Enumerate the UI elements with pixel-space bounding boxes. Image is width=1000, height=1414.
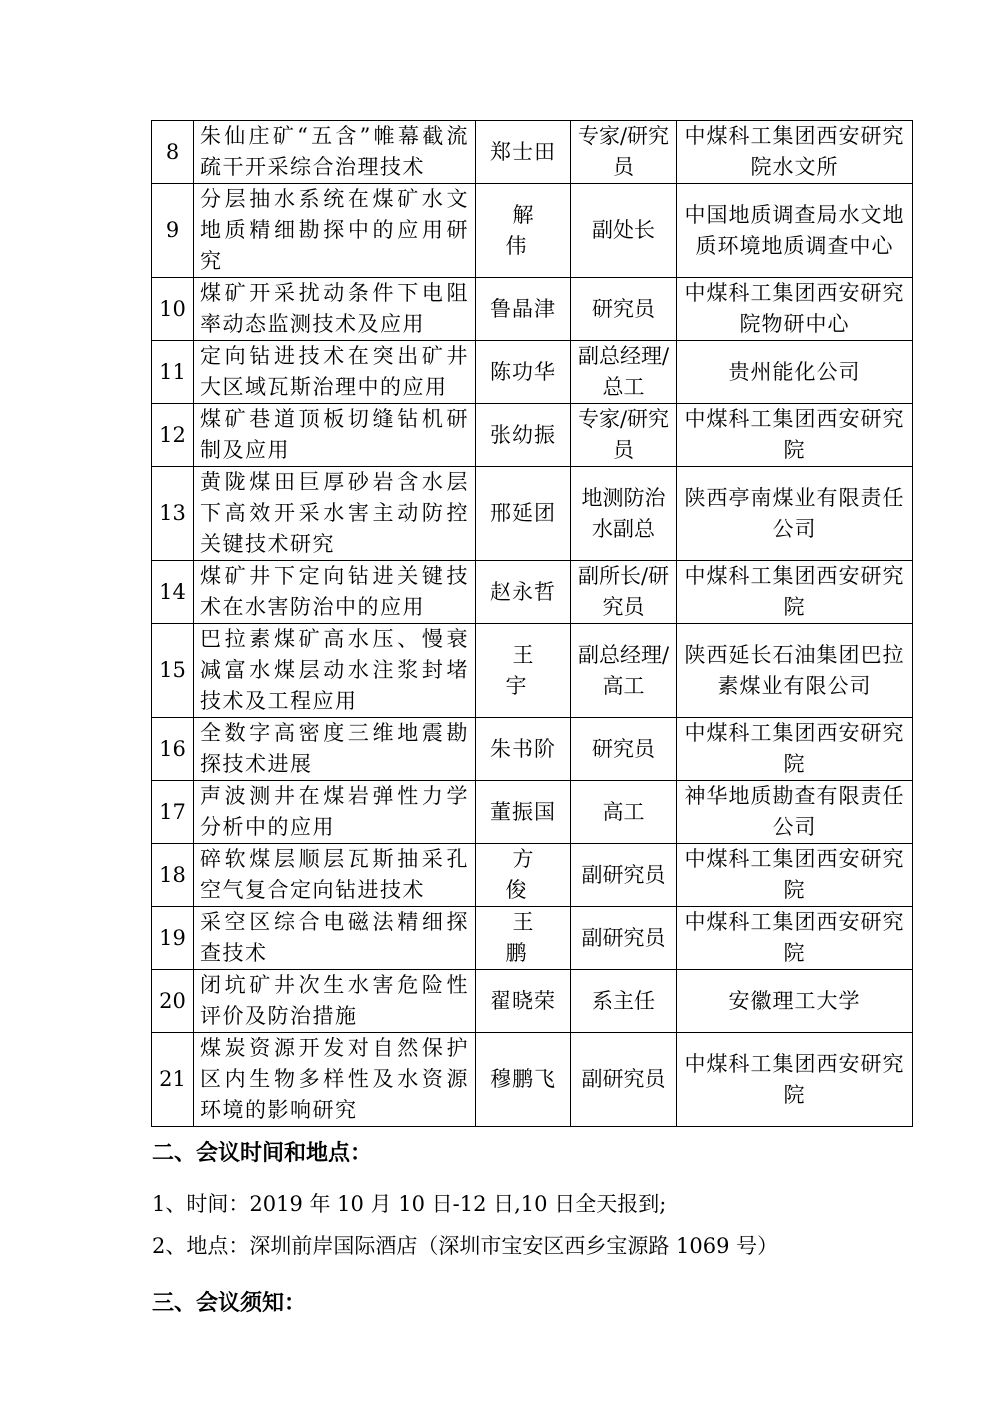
organization-cell: 中煤科工集团西安研究院	[677, 1033, 913, 1127]
organization-cell: 陕西延长石油集团巴拉素煤业有限公司	[677, 624, 913, 718]
topic-cell: 巴拉素煤矿高水压、慢衰减富水煤层动水注浆封堵技术及工程应用	[194, 624, 476, 718]
topic-cell: 朱仙庄矿“五含”帷幕截流疏干开采综合治理技术	[194, 121, 476, 184]
topic-cell: 定向钻进技术在突出矿井大区域瓦斯治理中的应用	[194, 341, 476, 404]
section-2-heading: 二、会议时间和地点：	[152, 1141, 373, 1166]
row-number: 16	[152, 718, 194, 781]
table-row	[152, 404, 913, 467]
topic-cell: 煤矿井下定向钻进关键技术在水害防治中的应用	[194, 561, 476, 624]
row-number: 11	[152, 341, 194, 404]
topic-cell: 煤矿巷道顶板切缝钻机研制及应用	[194, 404, 476, 467]
speaker-title-cell: 系主任	[571, 970, 677, 1033]
speaker-table	[151, 120, 913, 1127]
speaker-title-cell: 地测防治水副总	[571, 467, 677, 561]
row-number: 21	[152, 1033, 194, 1127]
speaker-title-cell: 研究员	[571, 718, 677, 781]
row-number: 13	[152, 467, 194, 561]
organization-cell: 贵州能化公司	[677, 341, 913, 404]
table-row	[152, 1033, 913, 1127]
table-row	[152, 184, 913, 278]
row-number: 20	[152, 970, 194, 1033]
section-3-heading: 三、会议须知：	[152, 1291, 307, 1316]
speaker-title-cell: 副研究员	[571, 1033, 677, 1127]
table-row	[152, 624, 913, 718]
table-row	[152, 341, 913, 404]
table-row	[152, 781, 913, 844]
speaker-name-cell: 王 宇	[476, 624, 571, 718]
row-number: 19	[152, 907, 194, 970]
meeting-place-line: 2、地点：深圳前岸国际酒店（深圳市宝安区西乡宝源路 1069 号）	[152, 1234, 779, 1258]
row-number: 10	[152, 278, 194, 341]
speaker-title-cell: 副总经理/总工	[571, 341, 677, 404]
speaker-name-cell: 陈功华	[476, 341, 571, 404]
organization-cell: 中煤科工集团西安研究院水文所	[677, 121, 913, 184]
topic-cell: 碎软煤层顺层瓦斯抽采孔空气复合定向钻进技术	[194, 844, 476, 907]
row-number: 18	[152, 844, 194, 907]
row-number: 15	[152, 624, 194, 718]
organization-cell: 中国地质调查局水文地质环境地质调查中心	[677, 184, 913, 278]
organization-cell: 神华地质勘查有限责任公司	[677, 781, 913, 844]
speaker-name-cell: 翟晓荣	[476, 970, 571, 1033]
row-number: 14	[152, 561, 194, 624]
organization-cell: 中煤科工集团西安研究院物研中心	[677, 278, 913, 341]
speaker-title-cell: 专家/研究员	[571, 404, 677, 467]
speaker-table-body	[152, 121, 913, 1127]
speaker-name-cell: 王 鹏	[476, 907, 571, 970]
topic-cell: 闭坑矿井次生水害危险性评价及防治措施	[194, 970, 476, 1033]
organization-cell: 陕西亭南煤业有限责任公司	[677, 467, 913, 561]
table-row	[152, 121, 913, 184]
table-row	[152, 561, 913, 624]
speaker-name-cell: 解 伟	[476, 184, 571, 278]
speaker-name-cell: 邢延团	[476, 467, 571, 561]
speaker-name-cell: 方 俊	[476, 844, 571, 907]
speaker-title-cell: 副所长/研究员	[571, 561, 677, 624]
topic-cell: 分层抽水系统在煤矿水文地质精细勘探中的应用研究	[194, 184, 476, 278]
speaker-title-cell: 副总经理/高工	[571, 624, 677, 718]
speaker-title-cell: 高工	[571, 781, 677, 844]
organization-cell: 中煤科工集团西安研究院	[677, 404, 913, 467]
topic-cell: 全数字高密度三维地震勘探技术进展	[194, 718, 476, 781]
table-row	[152, 467, 913, 561]
speaker-name-cell: 董振国	[476, 781, 571, 844]
topic-cell: 黄陇煤田巨厚砂岩含水层下高效开采水害主动防控关键技术研究	[194, 467, 476, 561]
table-row	[152, 970, 913, 1033]
table-row	[152, 278, 913, 341]
speaker-title-cell: 副研究员	[571, 907, 677, 970]
speaker-title-cell: 副处长	[571, 184, 677, 278]
organization-cell: 中煤科工集团西安研究院	[677, 907, 913, 970]
table-row	[152, 844, 913, 907]
organization-cell: 安徽理工大学	[677, 970, 913, 1033]
organization-cell: 中煤科工集团西安研究院	[677, 718, 913, 781]
row-number: 12	[152, 404, 194, 467]
topic-cell: 煤炭资源开发对自然保护区内生物多样性及水资源环境的影响研究	[194, 1033, 476, 1127]
speaker-name-cell: 鲁晶津	[476, 278, 571, 341]
topic-cell: 煤矿开采扰动条件下电阻率动态监测技术及应用	[194, 278, 476, 341]
row-number: 17	[152, 781, 194, 844]
topic-cell: 声波测井在煤岩弹性力学分析中的应用	[194, 781, 476, 844]
topic-cell: 采空区综合电磁法精细探查技术	[194, 907, 476, 970]
organization-cell: 中煤科工集团西安研究院	[677, 561, 913, 624]
speaker-name-cell: 穆鹏飞	[476, 1033, 571, 1127]
table-row	[152, 718, 913, 781]
table-row	[152, 907, 913, 970]
meeting-time-line: 1、时间：2019 年 10 月 10 日-12 日,10 日全天报到;	[152, 1192, 667, 1216]
row-number: 9	[152, 184, 194, 278]
speaker-title-cell: 研究员	[571, 278, 677, 341]
organization-cell: 中煤科工集团西安研究院	[677, 844, 913, 907]
speaker-name-cell: 赵永哲	[476, 561, 571, 624]
row-number: 8	[152, 121, 194, 184]
speaker-name-cell: 张幼振	[476, 404, 571, 467]
speaker-name-cell: 郑士田	[476, 121, 571, 184]
speaker-title-cell: 专家/研究员	[571, 121, 677, 184]
speaker-title-cell: 副研究员	[571, 844, 677, 907]
speaker-name-cell: 朱书阶	[476, 718, 571, 781]
